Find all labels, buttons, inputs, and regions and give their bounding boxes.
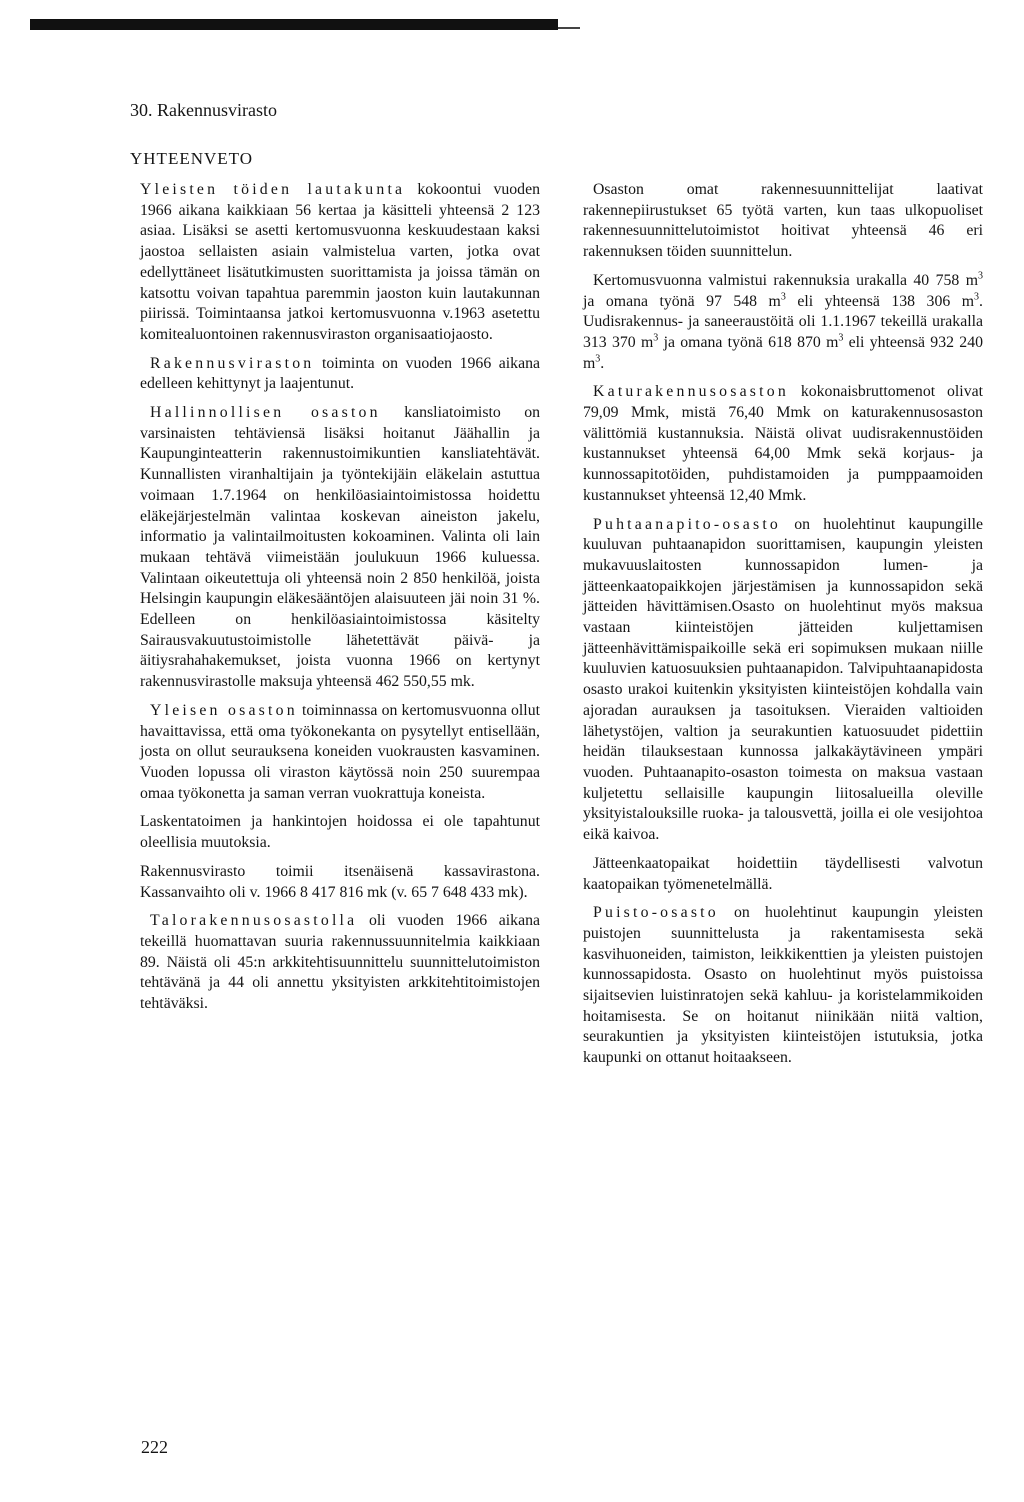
paragraph-text: eli yhteensä 932 240 m: [583, 333, 983, 372]
paragraph-text: kokonaisbruttomenot olivat 79,09 Mmk, mistä 76,40 Mmk on katurakennusosaston välittömiä kustannuksia. Näistä olivat uudisrakennustöiden kustannukset yhteensä 64,00 Mmk sekä korjaus- ja kunnossapitotöiden, puhdistamoiden ja pumppaamoiden kustannukset yhteensä 12,40 Mmk.: [583, 383, 983, 504]
superscript: 3: [974, 291, 980, 303]
paragraph-talorakennusosasto: [140, 911, 540, 1015]
spaced-term: Talorakennusosastolla: [150, 912, 358, 930]
superscript: 3: [838, 332, 844, 344]
paragraph-text: kansliatoimisto on varsinaisten tehtäviensä lisäksi hoitanut Jäähallin ja Kaupunginteatterin rakennustoimikuntien kansliatehtävät. Kunnallisten viranhaltijain ja työntekijäin eläkelain astuttua voimaan 1.7.1964 on henkilöasiaintoimistossa hoidettu eläkejärjestelmän valintaa koskevan aineiston jakelu, informatio ja valintailmoitusten kokoaminen. Valinta oli lain mukaan tehtävä viimeistään joulukuun 1966 kuluessa. Valintaan oikeutettuja oli yhteensä noin 2 850 henkilöä, joista Helsingin kaupungin eläkesääntöjen alaisuuteen jäi noin 31 %. Edelleen on henkilöasiaintoimistossa käsitelty Sairausvakuutustoimistolle lähetettävät päivä- ja äitiysrahahakemukset, joista vuonna 1966 on kertynyt rakennusvirastolle maksuja yhteensä 462 550,55 mk.: [140, 404, 541, 691]
spaced-term: Puhtaanapito-osasto: [593, 515, 782, 533]
spaced-term: Katurakennusosaston: [593, 383, 789, 401]
paragraph-text: ja omana työnä 618 870 m: [658, 333, 839, 351]
paragraph-jatteenkaatopaikat: Jätteenkaatopaikat hoidettiin täydellisesti valvotun kaatopaikan työmenetelmällä.: [583, 854, 983, 893]
spaced-term: Puisto-osasto: [593, 904, 719, 922]
paragraph-puisto-osasto: [583, 903, 983, 1069]
paragraph-laskentatoimi: Laskentatoimen ja hankintojen hoidossa ei ole tapahtunut oleellisia muutoksia.: [140, 813, 540, 852]
spaced-term: Yleisen osaston: [150, 701, 298, 719]
superscript: 3: [653, 332, 659, 344]
paragraph-text: . Uudisrakennus- ja saneeraustöitä oli 1.1.1967 tekeillä urakalla 313 370 m: [583, 292, 983, 351]
paragraph-yleinen-osasto: [140, 701, 540, 805]
paragraph-text: eli yhteensä 138 306 m: [785, 292, 975, 310]
superscript: 3: [978, 270, 983, 282]
paragraph-kassavirasto: Rakennusvirasto toimii itsenäisenä kassavirastona. Kassanvaihto oli v. 1966 8 417 816 mk (v. 65 7 648 433 mk).: [140, 862, 540, 901]
paragraph-text: Kertomusvuonna valmistui rakennuksia urakalla 40 758 m: [593, 271, 978, 289]
paragraph-text: kokoontui vuoden 1966 aikana kaikkiaan 56 kertaa ja käsitteli yhteensä 2 123 asiaa. Lisäksi se asetti kertomusvuonna keskuudestaan kaksi jaostoa sellaisten asiain valmistelua varten, jotka ovat edellyttäneet lisätutkimusten suorittamista ja joissa tämän on katsottu voivan tapahtua paremmin jaoston kuin lautakunnan piirissä. Toimintaansa jatkoi kertomusvuonna v.1963 asetettu komitealuontoinen rakennusviraston organisaatiojaosto.: [140, 181, 540, 343]
page-number: 222: [141, 1437, 168, 1457]
paragraph-text: toiminta on vuoden 1966 aikana edelleen kehittynyt ja laajentunut.: [140, 354, 540, 393]
spaced-term: Yleisten töiden lautakunta: [140, 181, 406, 198]
paragraph-rakennusvirasto: [140, 354, 540, 395]
spaced-term: Hallinnollisen osaston: [150, 404, 381, 422]
paragraph-valmistuneet-rakennukset: [583, 271, 983, 375]
paragraph-rakennesuunnittelu: Osaston omat rakennesuunnittelijat laativat rakennepiirustukset 65 työtä varten, kun taas ulkopuoliset rakennesuunnittelutoimistot hoitivat yhteensä 46 eri rakennuksen töiden suunnittelun.: [583, 181, 983, 261]
paragraph-text: ja omana työnä 97 548 m: [583, 292, 781, 310]
superscript: 3: [780, 291, 786, 303]
paragraph-katurakennusosasto: [583, 382, 983, 506]
chapter-title: 30. Rakennusvirasto: [130, 100, 277, 120]
superscript: 3: [595, 353, 601, 365]
paragraph-hallinnollinen-osasto: [140, 403, 540, 693]
paragraph-lautakunta: [140, 180, 540, 346]
paragraph-text: on huolehtinut kaupungin yleisten puistojen suunnittelusta ja rakentamisesta sekä kasvihuoneiden, taimiston, leikkikenttien ja yleisten puistojen kunnossapidosta. Osasto on huolehtinut myös puistoissa sijaitsevien luistinratojen sekä kahluu- ja koristelammikoiden hoitamisesta. Se on hoitanut niinikään niitä valtion, seurakuntien ja yksityisten kiinteistöjen istutuksia, jotka kaupunki on ottanut hoitaakseen.: [583, 904, 983, 1067]
spaced-term: Rakennusviraston: [150, 354, 315, 372]
right-column: [583, 180, 983, 1077]
paragraph-text: on huolehtinut kaupungille kuuluvan puhtaanapidon suorittamisen, kaupungin yleisten mukavuuslaitosten kunnossapidon lumen- ja jätteenkaatopaikkojen järjestämisen ja kunnossapidon sekä jätteiden hävittämisen.Osasto on huolehtinut myös maksua vastaan kiinteistöjen jätteiden kuljettamisen jätteenhävittämispaikoille sekä eri sopimuksen mukaan niille kuuluvien katuosuuksien puhtaanapidon. Talvipuhtaanapidosta osasto urakoi kuitenkin yksityisten kiinteistöjen kohdalla vain ajoradan aurauksen ja tasoituksen. Vieraiden valtioiden lähetystöjen, valtion ja seurakuntien katuosuudet pidettiin heidän tilauksestaan kunnossa jalkakäytävineen ympäri vuoden. Puhtaanapito-osaston toimesta on maksua vastaan kuljetettu sellaisille kaupungin liitosalueilla oleville yksityistalouksille ruoka- ja talousvettä, joilla ei ole vesijohtoa eikä kaivoa.: [583, 515, 983, 844]
section-heading: YHTEENVETO: [130, 149, 253, 168]
top-rule-thin: [558, 27, 580, 29]
left-column: [140, 180, 540, 1023]
paragraph-text: oli vuoden 1966 aikana tekeillä huomattavan suuria rakennussuunnitelmia kaikkiaan 89. Näistä oli 45:n arkkitehtisuunnittelu suunnittelutoimiston tehtävänä ja 44 oli annettu yksityisten arkkitehtitoimistojen tehtäväksi.: [140, 912, 540, 1013]
top-rule: [30, 19, 558, 30]
paragraph-text: toiminnassa on kertomusvuonna ollut havaittavissa, että oma työkonekanta on pysytellyt entisellään, josta on ollut seurauksena koneiden vuokrausten kasvaminen. Vuoden lopussa oli viraston käytössä noin 250 suurempaa omaa työkonetta ja saman verran vuokrattuja koneista.: [140, 701, 540, 802]
paragraph-puhtaanapito-osasto: [583, 515, 983, 846]
paragraph-text: .: [600, 354, 605, 372]
